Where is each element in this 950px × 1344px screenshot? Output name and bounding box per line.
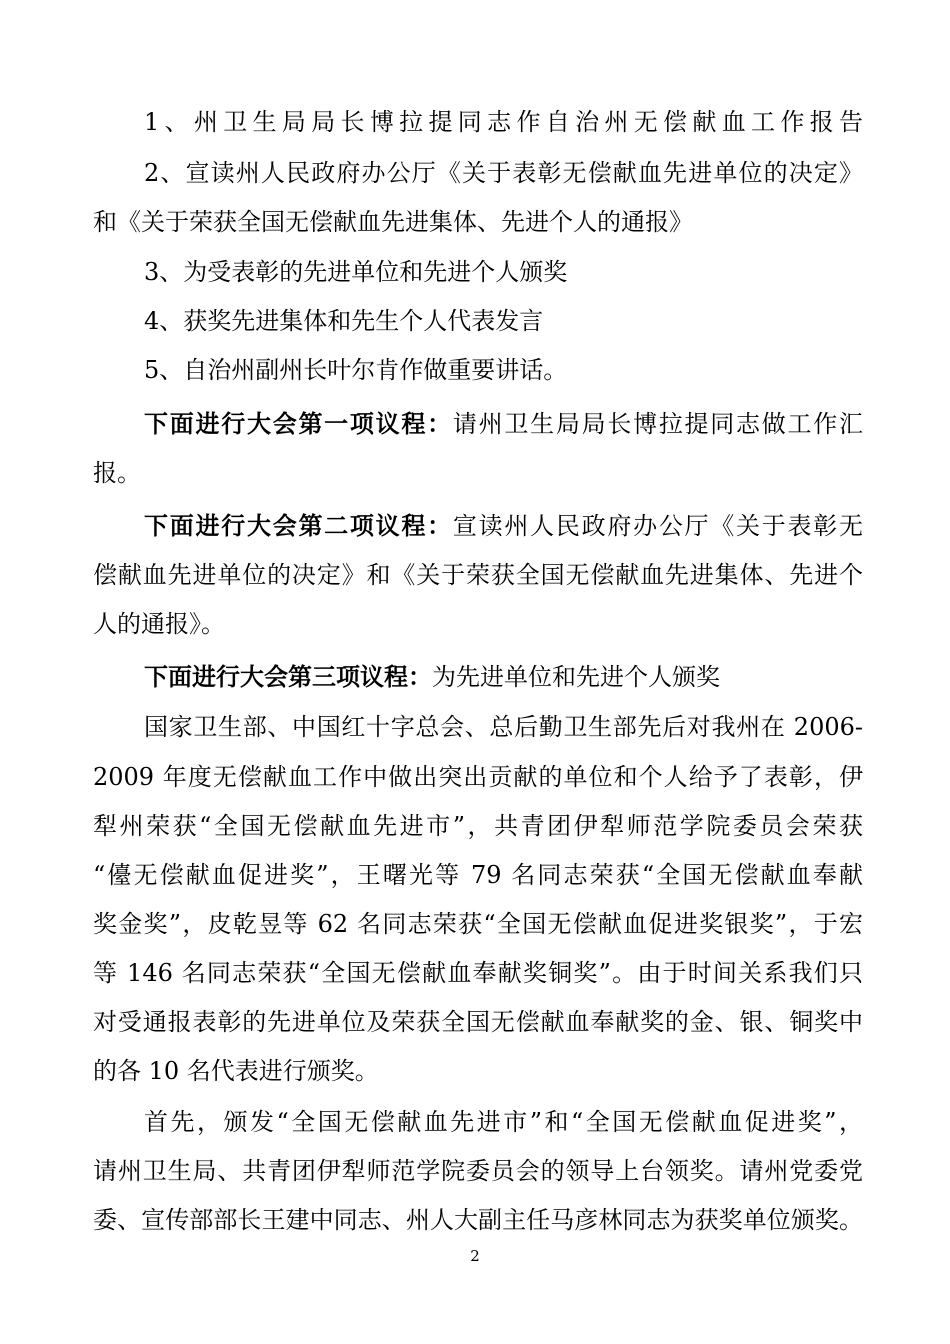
award-paragraph-line: 奖金奖”，皮乾昱等 62 名同志荣获“全国无偿献血促进奖银奖”，于宏 — [93, 910, 863, 938]
presentation-paragraph-line: 委、宣传部部长王建中同志、州人大副主任马彦林同志为获奖单位颁奖。 — [93, 1206, 863, 1234]
presentation-paragraph-line: 请州卫生局、共青团伊犁师范学院委员会的领导上台领奖。请州党委党 — [93, 1157, 863, 1185]
agenda-second-item-line-3: 人的通报》。 — [93, 610, 225, 638]
presentation-paragraph-line: 首先，颁发“全国无偿献血先进市”和“全国无偿献血促进奖”， — [144, 1108, 863, 1136]
agenda-item-2: 2、宣读州人民政府办公厅《关于表彰无偿献血先进单位的决定》 — [144, 159, 863, 187]
agenda-item-4: 4、获奖先进集体和先生个人代表发言 — [144, 307, 544, 335]
agenda-item-3: 3、为受表彰的先进单位和先进个人颁奖 — [144, 258, 568, 286]
award-paragraph-line: 等 146 名同志荣获“全国无偿献血奉献奖铜奖”。由于时间关系我们只 — [93, 959, 863, 987]
award-paragraph-line: “儓无偿献血促进奖”，王曙光等 79 名同志荣获“全国无偿献血奉献 — [93, 861, 863, 889]
award-paragraph-line: 对受通报表彰的先进单位及荣获全国无偿献血奉献奖的金、银、铜奖中 — [93, 1008, 863, 1036]
award-paragraph-line: 的各 10 名代表进行颁奖。 — [93, 1057, 379, 1085]
agenda-first-item-heading: 下面进行大会第一项议程：请州卫生局局长博拉提同志做工作汇 — [144, 409, 864, 438]
agenda-item-1: 1、州卫生局局长博拉提同志作自治州无偿献血工作报告 — [144, 108, 863, 136]
agenda-second-item-heading: 下面进行大会第二项议程：宣读州人民政府办公厅《关于表彰无 — [144, 511, 864, 540]
agenda-second-item-line-2: 偿献血先进单位的决定》和《关于荣获全国无偿献血先进集体、先进个 — [93, 561, 863, 589]
award-paragraph-line: 国家卫生部、中国红十字总会、总后勤卫生部先后对我州在 2006- — [144, 713, 863, 741]
page-number: 2 — [470, 1247, 480, 1265]
award-paragraph-line: 2009 年度无偿献血工作中做出突出贡献的单位和个人给予了表彰，伊 — [93, 763, 863, 791]
award-paragraph-line: 犁州荣获“全国无偿献血先进市”，共青团伊犁师范学院委员会荣获 — [93, 812, 863, 840]
agenda-item-2-continuation: 和《关于荣获全国无偿献血先进集体、先进个人的通报》 — [93, 208, 693, 236]
agenda-item-5: 5、自治州副州长叶尔肯作做重要讲话。 — [144, 356, 568, 384]
agenda-third-item-heading: 下面进行大会第三项议程：为先进单位和先进个人颁奖 — [144, 662, 720, 691]
agenda-first-item-continuation: 报。 — [93, 459, 141, 487]
